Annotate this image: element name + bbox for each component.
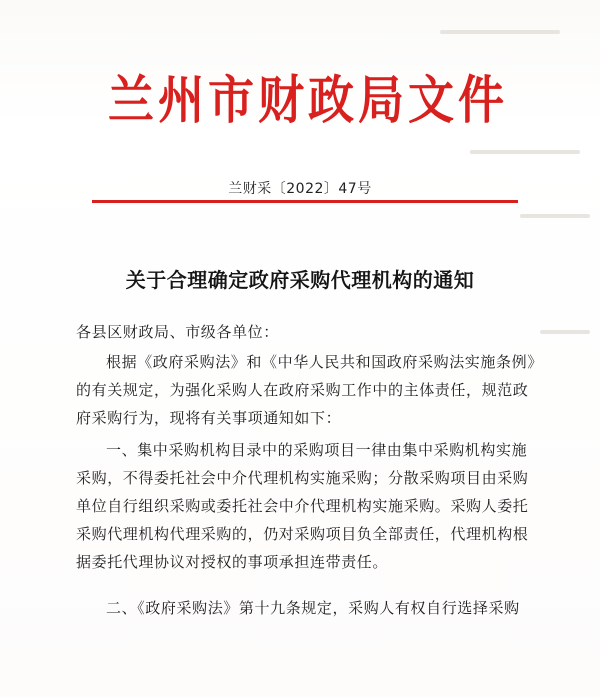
bleed-through-mark [540,330,590,334]
recipients-line: 各县区财政局、市级各单位： [76,323,279,341]
paragraph-item-one: 一、集中采购机构目录中的采购项目一律由集中采购机构实施采购，不得委托社会中介代理机构实施采购；分散采购项目由采购单位自行组织采购或委托社会中介代理机构实施采购。采购人委托采购代理机构代理采购的，仍对采购项目负全部责任，代理机构根据委托代理协议对授权的事项承担连带责任。 [76,441,529,571]
bleed-through-mark [440,30,560,34]
red-divider-line [92,200,518,203]
paragraph-intro: 根据《政府采购法》和《中华人民共和国政府采购法实施条例》的有关规定，为强化采购人在政府采购工作中的主体责任，规范政府采购行为，现将有关事项通知如下： [76,353,536,427]
issuer-header: 兰州市财政局文件 [108,70,508,131]
document-number: 兰财采〔2022〕47号 [228,181,372,197]
paragraph-item-two: 二、《政府采购法》第十九条规定，采购人有权自行选择采购 [106,599,520,617]
bleed-through-mark [520,214,590,218]
notice-title: 关于合理确定政府采购代理机构的通知 [125,268,475,292]
bleed-through-mark [470,150,580,154]
